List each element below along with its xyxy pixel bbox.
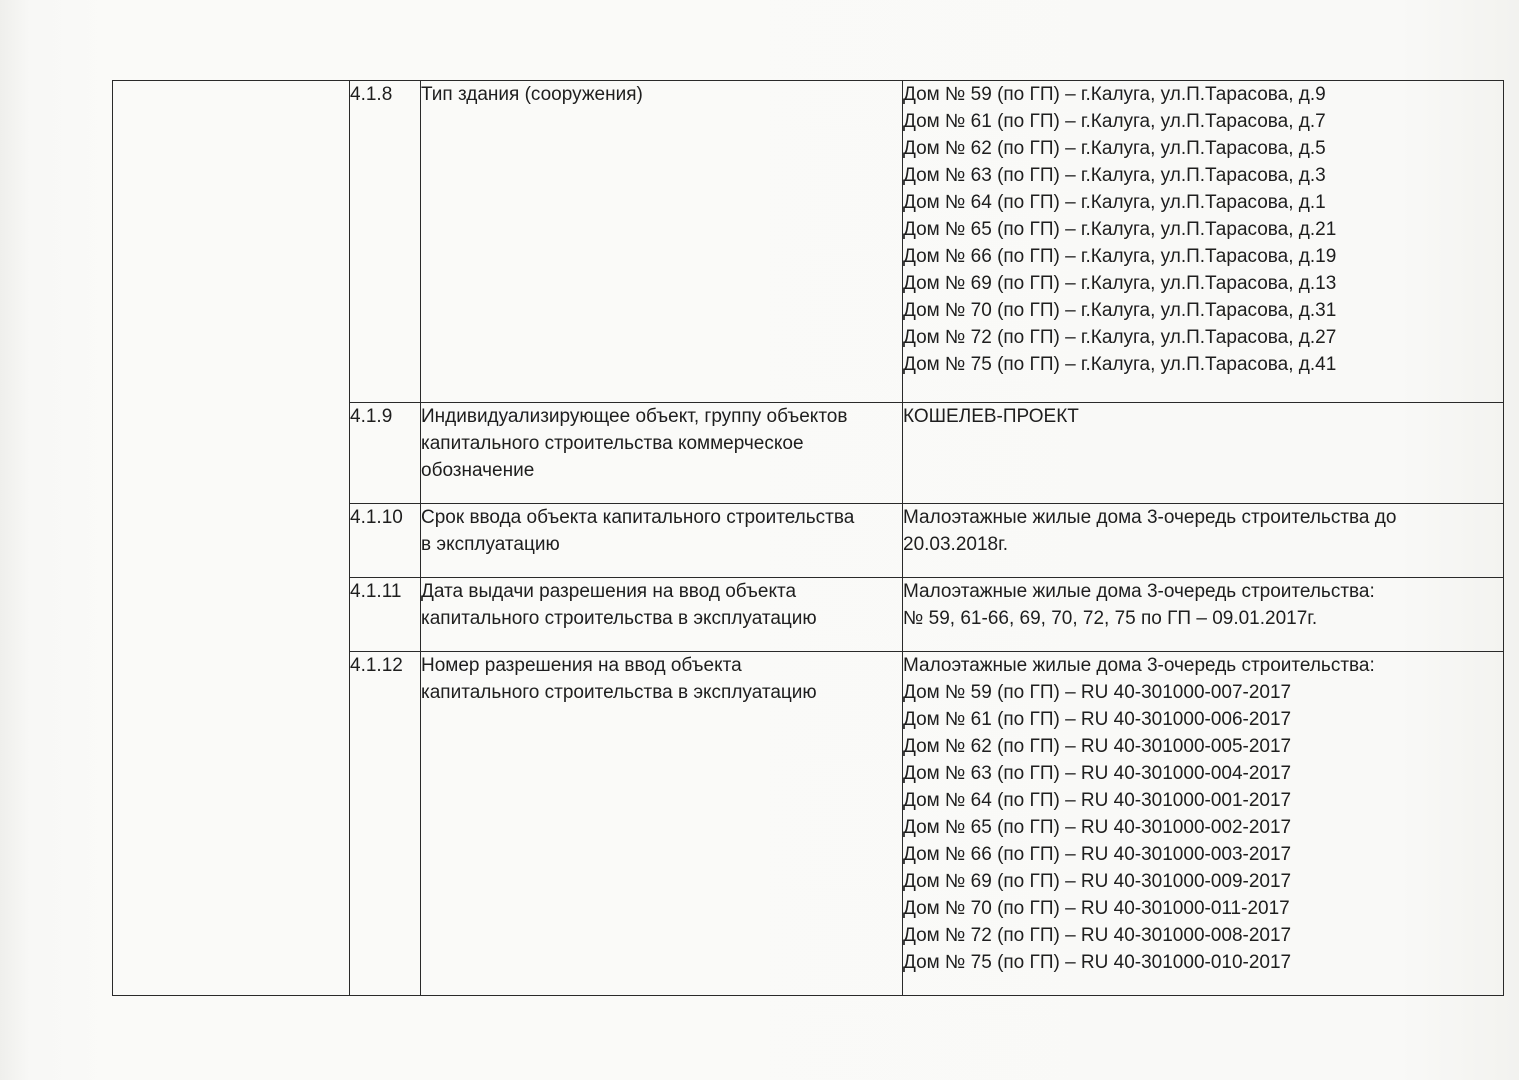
value-line: Дом № 62 (по ГП) – RU 40-301000-005-2017 — [903, 736, 1292, 757]
item-number: 4.1.8 — [350, 81, 421, 403]
item-label — [421, 504, 903, 578]
label-line: Номер разрешения на ввод объекта — [421, 655, 742, 676]
value-line: Дом № 66 (по ГП) – г.Калуга, ул.П.Тарасова, д.19 — [903, 246, 1337, 267]
table-row — [113, 81, 1504, 403]
value-line: Малоэтажные жилые дома 3-очередь строительства: — [903, 655, 1375, 676]
value-line: Дом № 65 (по ГП) – г.Калуга, ул.П.Тарасова, д.21 — [903, 219, 1337, 240]
label-line: Индивидуализирующее объект, группу объектов — [421, 406, 848, 427]
item-value — [903, 504, 1504, 578]
value-line: Дом № 69 (по ГП) – г.Калуга, ул.П.Тарасова, д.13 — [903, 273, 1337, 294]
value-line: 20.03.2018г. — [903, 534, 1008, 555]
value-line: КОШЕЛЕВ-ПРОЕКТ — [903, 406, 1079, 427]
value-line: Дом № 64 (по ГП) – г.Калуга, ул.П.Тарасова, д.1 — [903, 192, 1326, 213]
value-line: Дом № 61 (по ГП) – г.Калуга, ул.П.Тарасова, д.7 — [903, 111, 1326, 132]
value-line: Дом № 59 (по ГП) – RU 40-301000-007-2017 — [903, 682, 1292, 703]
item-label — [421, 81, 903, 403]
item-number: 4.1.11 — [350, 578, 421, 652]
label-line: Тип здания (сооружения) — [421, 84, 643, 105]
item-value — [903, 81, 1504, 403]
label-line: в эксплуатацию — [421, 534, 560, 555]
item-label — [421, 578, 903, 652]
value-line: Дом № 70 (по ГП) – RU 40-301000-011-2017 — [903, 898, 1290, 919]
value-line: Дом № 75 (по ГП) – г.Калуга, ул.П.Тарасова, д.41 — [903, 354, 1337, 375]
value-line: Дом № 59 (по ГП) – г.Калуга, ул.П.Тарасова, д.9 — [903, 84, 1326, 105]
value-line: Дом № 64 (по ГП) – RU 40-301000-001-2017 — [903, 790, 1292, 811]
value-line: Дом № 63 (по ГП) – г.Калуга, ул.П.Тарасова, д.3 — [903, 165, 1326, 186]
value-line: Дом № 72 (по ГП) – RU 40-301000-008-2017 — [903, 925, 1292, 946]
item-value — [903, 403, 1504, 504]
value-line: Дом № 66 (по ГП) – RU 40-301000-003-2017 — [903, 844, 1292, 865]
label-line: Дата выдачи разрешения на ввод объекта — [421, 581, 797, 602]
value-line: Дом № 75 (по ГП) – RU 40-301000-010-2017 — [903, 952, 1292, 973]
value-line: Дом № 62 (по ГП) – г.Калуга, ул.П.Тарасова, д.5 — [903, 138, 1326, 159]
value-line: № 59, 61-66, 69, 70, 72, 75 по ГП – 09.01.2017г. — [903, 608, 1318, 629]
blank-section-cell — [113, 81, 350, 996]
label-line: капитального строительства в эксплуатацию — [421, 608, 817, 629]
label-line: Срок ввода объекта капитального строительства — [421, 507, 855, 528]
item-number: 4.1.9 — [350, 403, 421, 504]
declaration-table — [112, 80, 1504, 996]
value-line: Дом № 65 (по ГП) – RU 40-301000-002-2017 — [903, 817, 1292, 838]
value-line: Дом № 70 (по ГП) – г.Калуга, ул.П.Тарасова, д.31 — [903, 300, 1337, 321]
value-line: Малоэтажные жилые дома 3-очередь строительства до — [903, 507, 1397, 528]
value-line: Малоэтажные жилые дома 3-очередь строительства: — [903, 581, 1375, 602]
label-line: капитального строительства коммерческое — [421, 433, 804, 454]
label-line: обозначение — [421, 460, 535, 481]
value-line: Дом № 61 (по ГП) – RU 40-301000-006-2017 — [903, 709, 1292, 730]
item-number: 4.1.10 — [350, 504, 421, 578]
item-label — [421, 652, 903, 996]
label-line: капитального строительства в эксплуатацию — [421, 682, 817, 703]
value-line: Дом № 72 (по ГП) – г.Калуга, ул.П.Тарасова, д.27 — [903, 327, 1337, 348]
item-value — [903, 652, 1504, 996]
item-value — [903, 578, 1504, 652]
item-label — [421, 403, 903, 504]
value-line: Дом № 69 (по ГП) – RU 40-301000-009-2017 — [903, 871, 1292, 892]
value-line: Дом № 63 (по ГП) – RU 40-301000-004-2017 — [903, 763, 1292, 784]
item-number: 4.1.12 — [350, 652, 421, 996]
